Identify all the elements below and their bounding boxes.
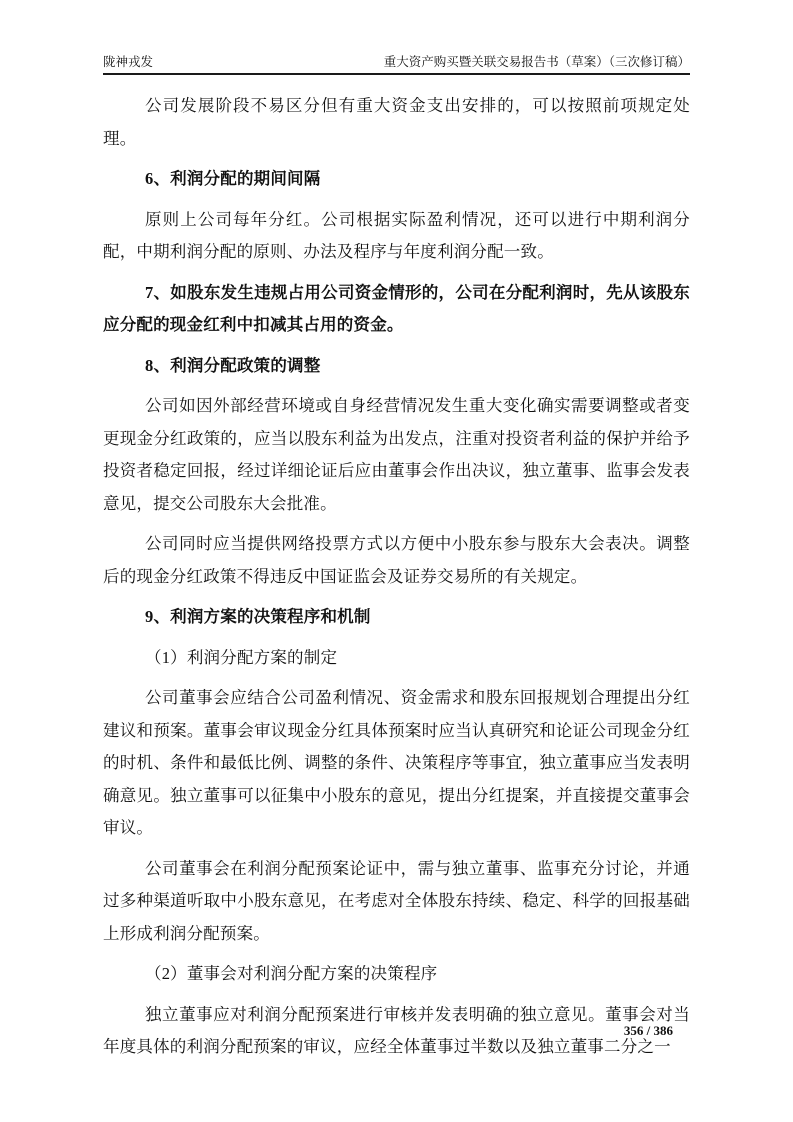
- paragraph: 公司董事会在利润分配预案论证中，需与独立董事、监事充分讨论，并通过多种渠道听取中小股东意见，在考虑对全体股东持续、稳定、科学的回报基础上形成利润分配预案。: [103, 858, 690, 943]
- document-body: [103, 90, 690, 1064]
- page-number: 356 / 386: [623, 1023, 673, 1038]
- section-heading: 6、利润分配的期间间隔: [145, 169, 321, 188]
- paragraph: 原则上公司每年分红。公司根据实际盈利情况，还可以进行中期利润分配，中期利润分配的原则、办法及程序与年度利润分配一致。: [103, 209, 690, 261]
- paragraph: 独立董事应对利润分配预案进行审核并发表明确的独立意见。董事会对当年度具体的利润分配预案的审议，应经全体董事过半数以及独立董事二分之一: [103, 1004, 690, 1056]
- paragraph: 公司如因外部经营环境或自身经营情况发生重大变化确实需要调整或者变更现金分红政策的，应当以股东利益为出发点，注重对投资者利益的保护并给予投资者稳定回报，经过详细论证后应由董事会作出决议，独立董事、监事会发表意见，提交公司股东大会批准。: [103, 396, 690, 513]
- bold-paragraph: 7、如股东发生违规占用公司资金情形的，公司在分配利润时，先从该股东应分配的现金红利中扣减其占用的资金。: [103, 282, 690, 334]
- section-heading: 9、利润方案的决策程序和机制: [145, 607, 371, 626]
- paragraph: 公司同时应当提供网络投票方式以方便中小股东参与股东大会表决。调整后的现金分红政策不得违反中国证监会及证券交易所的有关规定。: [103, 534, 690, 586]
- sub-heading: （2）董事会对利润分配方案的决策程序: [145, 964, 438, 983]
- header-left-text: 陇神戎发: [103, 55, 154, 69]
- paragraph: 公司董事会应结合公司盈利情况、资金需求和股东回报规划合理提出分红建议和预案。董事会审议现金分红具体预案时应当认真研究和论证公司现金分红的时机、条件和最低比例、调整的条件、决策程序等事宜，独立董事应当发表明确意见。独立董事可以征集中小股东的意见，提出分红提案，并直接提交董事会审议。: [103, 688, 690, 837]
- header-right-text: 重大资产购买暨关联交易报告书（草案）（三次修订稿）: [383, 55, 690, 69]
- page-header: [103, 54, 690, 75]
- paragraph: 公司发展阶段不易区分但有重大资金支出安排的，可以按照前项规定处理。: [103, 96, 690, 148]
- section-heading: 8、利润分配政策的调整: [145, 355, 321, 375]
- sub-heading: （1）利润分配方案的制定: [145, 647, 338, 667]
- page-footer: [624, 1022, 673, 1040]
